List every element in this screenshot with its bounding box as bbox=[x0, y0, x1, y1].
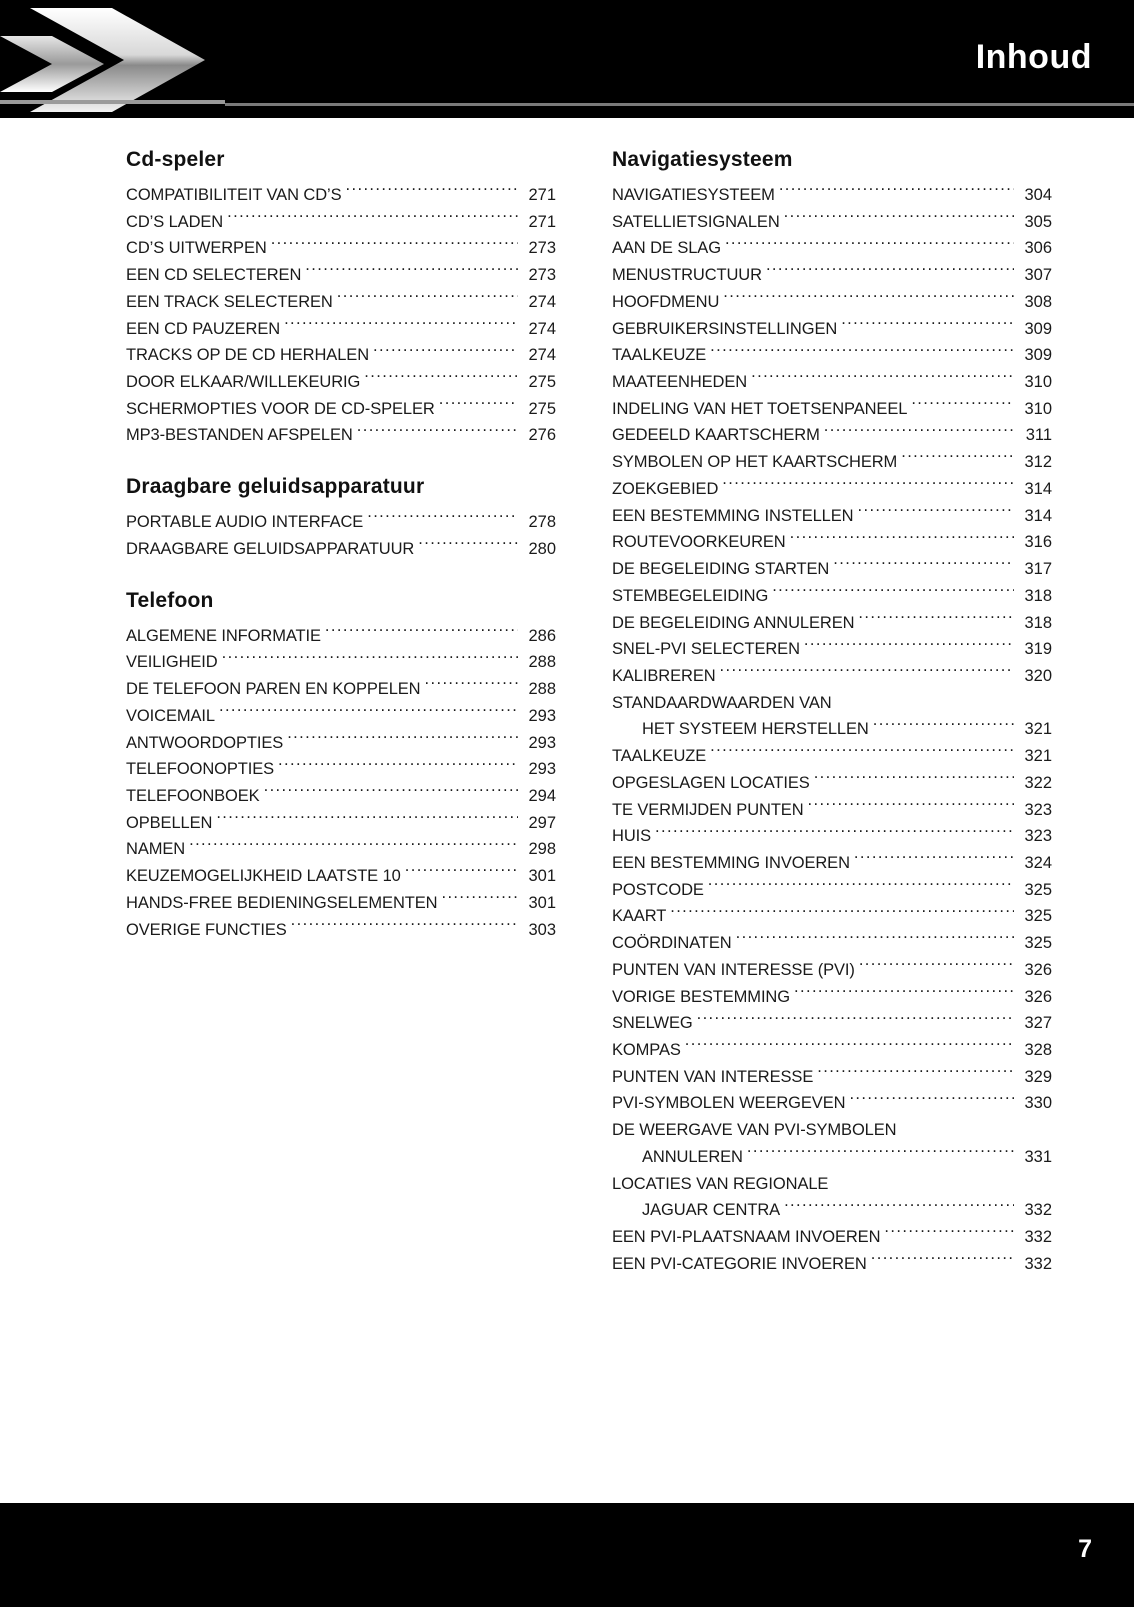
toc-leader bbox=[747, 1145, 1014, 1162]
toc-page-number: 329 bbox=[1024, 1067, 1052, 1086]
toc-entry[interactable] bbox=[126, 623, 556, 650]
toc-entry-label: ZOEKGEBIED bbox=[612, 479, 719, 498]
toc-leader bbox=[723, 290, 1014, 307]
toc-entry-label: NAMEN bbox=[126, 840, 186, 859]
toc-entry[interactable] bbox=[612, 289, 1052, 316]
toc-entry[interactable] bbox=[126, 235, 556, 262]
toc-entry[interactable] bbox=[126, 703, 556, 730]
toc-page-number: 309 bbox=[1024, 346, 1052, 365]
toc-entry-label: ALGEMENE INFORMATIE bbox=[126, 626, 321, 645]
toc-leader bbox=[808, 798, 1014, 815]
toc-page-number: 293 bbox=[528, 733, 556, 752]
toc-page-number: 308 bbox=[1024, 292, 1052, 311]
toc-entry[interactable] bbox=[612, 1010, 1052, 1037]
toc-entry-label: ANNULEREN bbox=[642, 1147, 743, 1166]
toc-leader bbox=[189, 838, 518, 855]
toc-entry-label: TELEFOONBOEK bbox=[126, 786, 260, 805]
toc-entry[interactable] bbox=[126, 783, 556, 810]
toc-entry-label: SNEL-PVI SELECTEREN bbox=[612, 640, 800, 659]
toc-leader bbox=[287, 731, 518, 748]
toc-entry-label: DRAAGBARE GELUIDSAPPARATUUR bbox=[126, 539, 415, 558]
toc-leader bbox=[337, 290, 518, 307]
toc-leader bbox=[227, 210, 518, 227]
toc-entry[interactable] bbox=[612, 209, 1052, 236]
toc-entry[interactable] bbox=[126, 863, 556, 890]
toc-entry-label: PVI-SYMBOLEN WEERGEVEN bbox=[612, 1094, 846, 1113]
toc-entry-label: POSTCODE bbox=[612, 880, 704, 899]
toc-section-telefoon bbox=[126, 589, 556, 944]
toc-page-number: 303 bbox=[528, 920, 556, 939]
toc-entry[interactable] bbox=[126, 730, 556, 757]
toc-entry[interactable] bbox=[612, 823, 1052, 850]
toc-leader bbox=[418, 537, 518, 554]
toc-entry-label: MP3-BESTANDEN AFSPELEN bbox=[126, 426, 353, 445]
toc-entry[interactable] bbox=[126, 676, 556, 703]
toc-entry-wrapped-cont[interactable] bbox=[612, 1144, 1052, 1171]
toc-entry-label: JAGUAR CENTRA bbox=[642, 1201, 781, 1220]
toc-entry[interactable] bbox=[612, 903, 1052, 930]
toc-page-number: 326 bbox=[1024, 960, 1052, 979]
toc-leader bbox=[804, 638, 1014, 655]
toc-entry[interactable] bbox=[126, 509, 556, 536]
toc-page-number: 319 bbox=[1024, 640, 1052, 659]
toc-page-number: 314 bbox=[1024, 479, 1052, 498]
toc-page-number: 280 bbox=[528, 539, 556, 558]
toc-entry[interactable] bbox=[126, 209, 556, 236]
toc-page-number: 328 bbox=[1024, 1041, 1052, 1059]
toc-entry[interactable] bbox=[612, 930, 1052, 957]
toc-entry-label: ROUTEVOORKEUREN bbox=[612, 533, 786, 552]
toc-entry-label: CD’S UITWERPEN bbox=[126, 239, 267, 258]
toc-entry[interactable] bbox=[612, 556, 1052, 583]
toc-entry[interactable] bbox=[612, 1224, 1052, 1251]
toc-entry-label: VEILIGHEID bbox=[126, 653, 218, 672]
section-heading: Telefoon bbox=[126, 588, 214, 612]
toc-list bbox=[126, 509, 556, 562]
toc-entry[interactable] bbox=[126, 289, 556, 316]
toc-leader bbox=[278, 758, 518, 775]
toc-entry-label: DE BEGELEIDING STARTEN bbox=[612, 560, 830, 579]
toc-leader bbox=[766, 264, 1014, 281]
toc-page-number: 322 bbox=[1024, 773, 1052, 792]
toc-page-number: 271 bbox=[528, 186, 556, 204]
toc-entry-label: HUIS bbox=[612, 827, 652, 846]
toc-page-number: 325 bbox=[1024, 880, 1052, 899]
toc-entry[interactable] bbox=[126, 369, 556, 396]
toc-entry-label: COMPATIBILITEIT VAN CD’S bbox=[126, 186, 342, 204]
toc-entry-label: DOOR ELKAAR/WILLEKEURIG bbox=[126, 373, 361, 392]
toc-leader bbox=[373, 344, 518, 361]
toc-section-draagbare-geluidsapparatuur bbox=[126, 475, 556, 562]
toc-leader bbox=[794, 985, 1014, 1002]
toc-leader bbox=[264, 784, 518, 801]
toc-page-number: 293 bbox=[528, 706, 556, 725]
toc-leader bbox=[685, 1039, 1014, 1056]
toc-entry-label: VORIGE BESTEMMING bbox=[612, 987, 790, 1006]
toc-entry-label: ANTWOORDOPTIES bbox=[126, 733, 284, 752]
toc-page-number: 301 bbox=[528, 867, 556, 886]
footer-page-number: 7 bbox=[1078, 1535, 1092, 1563]
toc-leader bbox=[216, 811, 518, 828]
toc-page-number: 288 bbox=[528, 653, 556, 672]
toc-leader bbox=[291, 918, 518, 935]
toc-leader bbox=[439, 397, 518, 414]
toc-leader bbox=[710, 344, 1014, 361]
toc-page-number: 325 bbox=[1024, 907, 1052, 926]
toc-page-number: 274 bbox=[528, 319, 556, 338]
toc-leader bbox=[305, 264, 518, 281]
toc-leader bbox=[222, 651, 518, 668]
toc-page-number: 330 bbox=[1024, 1094, 1052, 1113]
toc-page-number: 312 bbox=[1024, 453, 1052, 472]
toc-entry[interactable] bbox=[126, 262, 556, 289]
toc-entry[interactable] bbox=[612, 636, 1052, 663]
toc-page-number: 332 bbox=[1024, 1228, 1052, 1247]
section-heading: Navigatiesysteem bbox=[612, 148, 793, 171]
toc-entry-label: GEDEELD KAARTSCHERM bbox=[612, 426, 820, 445]
toc-entry-label: PUNTEN VAN INTERESSE bbox=[612, 1067, 814, 1086]
toc-leader bbox=[441, 891, 518, 908]
toc-entry-label: TAALKEUZE bbox=[612, 747, 707, 766]
toc-entry[interactable] bbox=[612, 529, 1052, 556]
toc-leader bbox=[708, 878, 1014, 895]
toc-page-number: 274 bbox=[528, 292, 556, 311]
toc-list bbox=[612, 182, 1052, 1277]
toc-entry[interactable] bbox=[126, 536, 556, 563]
toc-entry-label: STANDAARDWAARDEN VAN bbox=[612, 693, 832, 712]
toc-entry-wrapped-head[interactable] bbox=[612, 690, 1052, 717]
toc-entry-label: OVERIGE FUNCTIES bbox=[126, 920, 287, 939]
toc-leader bbox=[784, 1199, 1014, 1216]
toc-entry-label: SATELLIETSIGNALEN bbox=[612, 212, 780, 231]
toc-entry-label: OPGESLAGEN LOCATIES bbox=[612, 773, 810, 792]
toc-page-number: 309 bbox=[1024, 319, 1052, 338]
toc-entry-label: SYMBOLEN OP HET KAARTSCHERM bbox=[612, 453, 898, 472]
toc-entry[interactable] bbox=[612, 663, 1052, 690]
toc-page-number: 297 bbox=[528, 813, 556, 832]
toc-entry[interactable] bbox=[126, 342, 556, 369]
toc-entry-wrapped-head[interactable] bbox=[612, 1117, 1052, 1144]
toc-page-number: 321 bbox=[1024, 747, 1052, 766]
toc-leader bbox=[871, 1252, 1014, 1269]
toc-entry[interactable] bbox=[612, 235, 1052, 262]
toc-leader bbox=[725, 237, 1014, 254]
toc-page-number: 301 bbox=[528, 893, 556, 912]
toc-entry-label: OPBELLEN bbox=[126, 813, 213, 832]
toc-page-number: 311 bbox=[1025, 426, 1052, 445]
toc-page-number: 273 bbox=[528, 266, 556, 285]
toc-entry-label: KALIBREREN bbox=[612, 666, 716, 685]
toc-page-number: 318 bbox=[1024, 586, 1052, 605]
toc-entry[interactable] bbox=[612, 770, 1052, 797]
toc-entry[interactable] bbox=[612, 850, 1052, 877]
toc-entry-label: PUNTEN VAN INTERESSE (PVI) bbox=[612, 960, 855, 979]
toc-entry-label: EEN CD PAUZEREN bbox=[126, 319, 281, 338]
section-heading: Cd-speler bbox=[126, 148, 225, 171]
toc-leader bbox=[772, 584, 1014, 601]
toc-entry-label: HET SYSTEEM HERSTELLEN bbox=[642, 720, 869, 739]
toc-page-number: 324 bbox=[1024, 853, 1052, 872]
page-header bbox=[0, 0, 1134, 118]
toc-page-number: 271 bbox=[528, 212, 556, 231]
toc-entry-label: MAATEENHEDEN bbox=[612, 373, 748, 392]
toc-entry-label: MENUSTRUCTUUR bbox=[612, 266, 762, 285]
toc-leader bbox=[697, 1012, 1014, 1029]
toc-entry-label: EEN TRACK SELECTEREN bbox=[126, 292, 333, 311]
toc-entry-label: SCHERMOPTIES VOOR DE CD-SPELER bbox=[126, 399, 435, 418]
toc-entry[interactable] bbox=[612, 503, 1052, 530]
toc-leader bbox=[849, 1092, 1014, 1109]
toc-leader bbox=[790, 531, 1014, 548]
toc-entry[interactable] bbox=[126, 810, 556, 837]
toc-leader bbox=[817, 1065, 1014, 1082]
toc-entry-label: EEN PVI-PLAATSNAAM INVOEREN bbox=[612, 1228, 881, 1247]
toc-entry-label: AAN DE SLAG bbox=[612, 239, 721, 258]
toc-page-number: 318 bbox=[1024, 613, 1052, 632]
toc-leader bbox=[720, 664, 1014, 681]
toc-leader bbox=[736, 932, 1014, 949]
toc-page-number: 323 bbox=[1024, 827, 1052, 846]
toc-leader bbox=[710, 745, 1014, 762]
toc-entry-label: KOMPAS bbox=[612, 1041, 681, 1059]
toc-entry-label: INDELING VAN HET TOETSENPANEEL bbox=[612, 399, 908, 418]
toc-entry-label: EEN BESTEMMING INSTELLEN bbox=[612, 506, 854, 525]
page-title: Inhoud bbox=[975, 38, 1092, 76]
toc-page-number: 276 bbox=[528, 426, 556, 445]
toc-list bbox=[126, 623, 556, 944]
toc-page-number: 317 bbox=[1024, 560, 1052, 579]
toc-leader bbox=[284, 317, 518, 334]
toc-entry-label: GEBRUIKERSINSTELLINGEN bbox=[612, 319, 838, 338]
toc-leader bbox=[900, 1119, 1014, 1136]
toc-entry[interactable] bbox=[126, 890, 556, 917]
toc-entry[interactable] bbox=[126, 649, 556, 676]
toc-column-left bbox=[126, 148, 556, 1503]
toc-leader bbox=[859, 958, 1014, 975]
toc-page-number: 325 bbox=[1024, 934, 1052, 953]
toc-entry[interactable] bbox=[612, 262, 1052, 289]
toc-page-number: 275 bbox=[528, 373, 556, 392]
toc-page-number: 332 bbox=[1024, 1254, 1052, 1273]
toc-page-number: 274 bbox=[528, 346, 556, 365]
toc-page-number: 310 bbox=[1024, 373, 1052, 392]
toc-page-number: 310 bbox=[1024, 399, 1052, 418]
toc-entry[interactable] bbox=[612, 984, 1052, 1011]
toc-leader bbox=[670, 905, 1014, 922]
toc-leader bbox=[884, 1226, 1014, 1243]
toc-leader bbox=[911, 397, 1014, 414]
toc-entry[interactable] bbox=[612, 182, 1052, 209]
toc-leader bbox=[857, 504, 1014, 521]
toc-entry[interactable] bbox=[612, 422, 1052, 449]
toc-entry[interactable] bbox=[612, 396, 1052, 423]
toc-page-number: 331 bbox=[1024, 1147, 1052, 1166]
toc-leader bbox=[346, 184, 519, 201]
toc-page-number: 275 bbox=[528, 399, 556, 418]
toc-entry[interactable] bbox=[126, 422, 556, 449]
toc-entry-label: EEN PVI-CATEGORIE INVOEREN bbox=[612, 1254, 867, 1273]
toc-leader bbox=[364, 371, 518, 388]
toc-page-number: 294 bbox=[528, 786, 556, 805]
toc-leader bbox=[836, 691, 1014, 708]
toc-leader bbox=[824, 424, 1014, 441]
toc-entry[interactable] bbox=[612, 610, 1052, 637]
toc-entry[interactable] bbox=[126, 182, 556, 209]
toc-entry-label: NAVIGATIESYSTEEM bbox=[612, 186, 775, 204]
toc-section-cd-speler bbox=[126, 148, 556, 449]
toc-entry-label: TE VERMIJDEN PUNTEN bbox=[612, 800, 804, 819]
toc-entry-label: HANDS-FREE BEDIENINGSELEMENTEN bbox=[126, 893, 438, 912]
toc-entry-label: KAART bbox=[612, 907, 667, 926]
toc-leader bbox=[655, 825, 1014, 842]
toc-entry-label: CD’S LADEN bbox=[126, 212, 224, 231]
toc-entry-label: EEN CD SELECTEREN bbox=[126, 266, 302, 285]
toc-page-number: 320 bbox=[1024, 666, 1052, 685]
toc-entry[interactable] bbox=[612, 1090, 1052, 1117]
toc-entry[interactable] bbox=[126, 316, 556, 343]
toc-entry[interactable] bbox=[612, 957, 1052, 984]
toc-entry-label: KEUZEMOGELIJKHEID LAATSTE 10 bbox=[126, 867, 401, 886]
toc-entry-label: DE WEERGAVE VAN PVI-SYMBOLEN bbox=[612, 1121, 897, 1140]
toc-entry[interactable] bbox=[612, 316, 1052, 343]
header-divider bbox=[225, 103, 1134, 106]
toc-leader bbox=[841, 317, 1014, 334]
toc-leader bbox=[425, 678, 519, 695]
toc-leader bbox=[873, 718, 1014, 735]
toc-page-number: 306 bbox=[1024, 239, 1052, 258]
toc-entry-wrapped-cont[interactable] bbox=[612, 716, 1052, 743]
toc-entry[interactable] bbox=[126, 756, 556, 783]
toc-leader bbox=[357, 424, 518, 441]
toc-entry[interactable] bbox=[612, 1064, 1052, 1091]
toc-page-number: 326 bbox=[1024, 987, 1052, 1006]
toc-entry-label: VOICEMAIL bbox=[126, 706, 215, 725]
toc-entry[interactable] bbox=[612, 449, 1052, 476]
toc-entry[interactable] bbox=[612, 476, 1052, 503]
toc-page-number: 293 bbox=[528, 760, 556, 779]
toc-entry-label: TELEFOONOPTIES bbox=[126, 760, 275, 779]
toc-list bbox=[126, 182, 556, 449]
toc-content bbox=[0, 118, 1134, 1503]
toc-leader bbox=[367, 511, 518, 528]
toc-entry-label: EEN BESTEMMING INVOEREN bbox=[612, 853, 850, 872]
toc-page-number: 288 bbox=[528, 680, 556, 699]
toc-entry-label: HOOFDMENU bbox=[612, 292, 720, 311]
toc-page-number: 321 bbox=[1024, 720, 1052, 739]
toc-page-number: 307 bbox=[1024, 266, 1052, 285]
toc-entry-label: DE BEGELEIDING ANNULEREN bbox=[612, 613, 855, 632]
toc-leader bbox=[858, 611, 1014, 628]
section-heading: Draagbare geluidsapparatuur bbox=[126, 475, 425, 499]
toc-entry[interactable] bbox=[126, 396, 556, 423]
toc-leader bbox=[814, 771, 1014, 788]
toc-leader bbox=[219, 704, 518, 721]
toc-entry[interactable] bbox=[612, 743, 1052, 770]
toc-entry[interactable] bbox=[612, 1251, 1052, 1278]
toc-leader bbox=[722, 477, 1014, 494]
toc-page-number: 278 bbox=[528, 513, 556, 532]
jaguar-chevron-logo-icon bbox=[0, 0, 225, 118]
toc-leader bbox=[854, 851, 1014, 868]
toc-entry[interactable] bbox=[126, 836, 556, 863]
page-footer bbox=[0, 1503, 1134, 1607]
toc-leader bbox=[271, 237, 518, 254]
toc-entry-label: TRACKS OP DE CD HERHALEN bbox=[126, 346, 370, 365]
toc-page-number: 323 bbox=[1024, 800, 1052, 819]
toc-entry[interactable] bbox=[612, 583, 1052, 610]
toc-entry[interactable] bbox=[126, 917, 556, 944]
toc-page-number: 316 bbox=[1024, 533, 1052, 552]
toc-leader bbox=[325, 624, 518, 641]
toc-entry[interactable] bbox=[612, 877, 1052, 904]
toc-page-number: 304 bbox=[1024, 186, 1052, 204]
toc-page-number: 314 bbox=[1024, 506, 1052, 525]
toc-entry-label: PORTABLE AUDIO INTERFACE bbox=[126, 513, 364, 532]
toc-entry-label: TAALKEUZE bbox=[612, 346, 707, 365]
toc-page-number: 332 bbox=[1024, 1201, 1052, 1220]
toc-entry[interactable] bbox=[612, 1037, 1052, 1064]
toc-entry-label: DE TELEFOON PAREN EN KOPPELEN bbox=[126, 680, 421, 699]
toc-leader bbox=[779, 184, 1014, 201]
toc-leader bbox=[832, 1172, 1014, 1189]
toc-page-number: 273 bbox=[528, 239, 556, 258]
toc-page-number: 305 bbox=[1024, 212, 1052, 231]
toc-page-number: 327 bbox=[1024, 1014, 1052, 1033]
toc-entry[interactable] bbox=[612, 797, 1052, 824]
toc-entry-label: LOCATIES VAN REGIONALE bbox=[612, 1174, 829, 1193]
toc-leader bbox=[833, 558, 1014, 575]
toc-entry-wrapped-cont[interactable] bbox=[612, 1197, 1052, 1224]
toc-entry-label: COÖRDINATEN bbox=[612, 934, 732, 953]
toc-leader bbox=[784, 210, 1014, 227]
toc-entry-wrapped-head[interactable] bbox=[612, 1171, 1052, 1198]
toc-page-number: 298 bbox=[528, 840, 556, 859]
toc-entry-label: SNELWEG bbox=[612, 1014, 693, 1033]
toc-entry-label: STEMBEGELEIDING bbox=[612, 586, 769, 605]
toc-entry[interactable] bbox=[612, 342, 1052, 369]
toc-leader bbox=[751, 371, 1014, 388]
toc-column-right bbox=[612, 148, 1052, 1503]
toc-leader bbox=[901, 451, 1014, 468]
toc-page-number: 286 bbox=[528, 626, 556, 645]
toc-section-navigatiesysteem bbox=[612, 148, 1052, 1277]
toc-entry[interactable] bbox=[612, 369, 1052, 396]
toc-leader bbox=[405, 865, 518, 882]
